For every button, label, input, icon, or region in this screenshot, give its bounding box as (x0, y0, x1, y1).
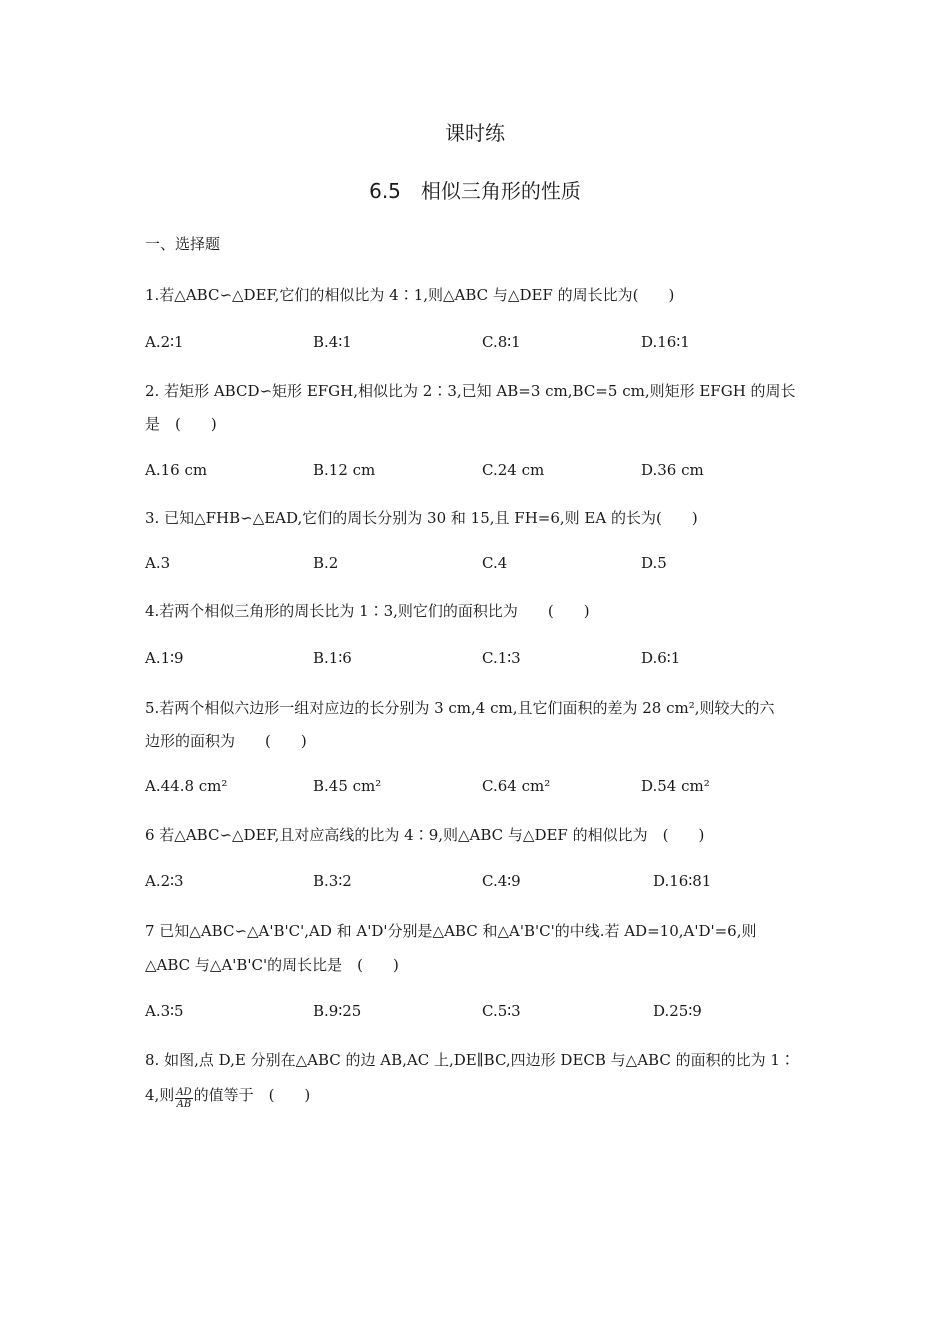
option-b: B.3∶2 (313, 872, 352, 890)
option-c: C.5∶3 (482, 1002, 521, 1020)
question-8-prefix: 4,则 (145, 1086, 175, 1104)
question-1-options (145, 333, 815, 353)
question-8-text-cont (145, 1084, 815, 1110)
option-b: B.12 cm (313, 461, 376, 479)
question-3-text: 3. 已知△FHB∽△EAD,它们的周长分别为 30 和 15,且 FH=6,则 EA 的长为( ) (145, 509, 698, 527)
option-a: A.2∶3 (145, 872, 184, 890)
option-c: C.8∶1 (482, 333, 521, 351)
question-7-text-cont: △ABC 与△A'B'C'的周长比是 ( ) (145, 956, 399, 974)
page-title: 课时练 (445, 121, 505, 145)
option-a: A.3∶5 (145, 1002, 184, 1020)
option-d: D.25∶9 (653, 1002, 702, 1020)
fraction-ad-over-ab (175, 1087, 192, 1110)
option-a: A.3 (145, 554, 171, 572)
option-d: D.16∶81 (653, 872, 712, 890)
option-d: D.36 cm (641, 461, 704, 479)
option-d: D.54 cm² (641, 777, 710, 795)
option-d: D.16∶1 (641, 333, 690, 351)
lesson-subtitle: 6.5 相似三角形的性质 (369, 179, 581, 203)
option-b: B.1∶6 (313, 649, 352, 667)
option-c: C.4∶9 (482, 872, 521, 890)
question-1-text: 1.若△ABC∽△DEF,它们的相似比为 4∶1,则△ABC 与△DEF 的周长比为( ) (145, 286, 675, 304)
option-b: B.9∶25 (313, 1002, 362, 1020)
question-2-text: 2. 若矩形 ABCD∽矩形 EFGH,相似比为 2∶3,已知 AB=3 cm,BC=5 cm,则矩形 EFGH 的周长 (145, 382, 796, 400)
option-b: B.2 (313, 554, 339, 572)
option-a: A.2∶1 (145, 333, 184, 351)
option-a: A.16 cm (145, 461, 208, 479)
fraction-numerator: AD (176, 1087, 192, 1098)
question-7-options (145, 1002, 815, 1022)
question-4-options (145, 649, 815, 669)
option-d: D.6∶1 (641, 649, 681, 667)
option-c: C.4 (482, 554, 508, 572)
question-5-text: 5.若两个相似六边形一组对应边的长分别为 3 cm,4 cm,且它们面积的差为 28 cm²,则较大的六 (145, 699, 775, 717)
question-6-options (145, 872, 815, 892)
option-d: D.5 (641, 554, 667, 572)
question-5-options (145, 777, 815, 797)
option-a: A.1∶9 (145, 649, 184, 667)
question-7-text: 7 已知△ABC∽△A'B'C',AD 和 A'D'分别是△ABC 和△A'B'C'的中线.若 AD=10,A'D'=6,则 (145, 922, 757, 940)
question-4-text: 4.若两个相似三角形的周长比为 1∶3,则它们的面积比为 ( ) (145, 602, 590, 620)
option-b: B.45 cm² (313, 777, 382, 795)
question-8-suffix: 的值等于 ( ) (193, 1086, 311, 1104)
fraction-denominator: AB (176, 1099, 192, 1110)
question-8-text: 8. 如图,点 D,E 分别在△ABC 的边 AB,AC 上,DE∥BC,四边形 DECB 与△ABC 的面积的比为 1∶ (145, 1051, 795, 1069)
question-3-options (145, 554, 815, 574)
option-c: C.64 cm² (482, 777, 551, 795)
question-2-options (145, 461, 815, 481)
question-6-text: 6 若△ABC∽△DEF,且对应高线的比为 4∶9,则△ABC 与△DEF 的相似比为 ( ) (145, 826, 705, 844)
option-c: C.24 cm (482, 461, 545, 479)
option-b: B.4∶1 (313, 333, 352, 351)
section-heading: 一、选择题 (145, 235, 221, 253)
question-5-text-cont: 边形的面积为 ( ) (145, 732, 307, 750)
question-2-text-cont: 是 ( ) (145, 415, 217, 433)
option-a: A.44.8 cm² (145, 777, 228, 795)
option-c: C.1∶3 (482, 649, 521, 667)
